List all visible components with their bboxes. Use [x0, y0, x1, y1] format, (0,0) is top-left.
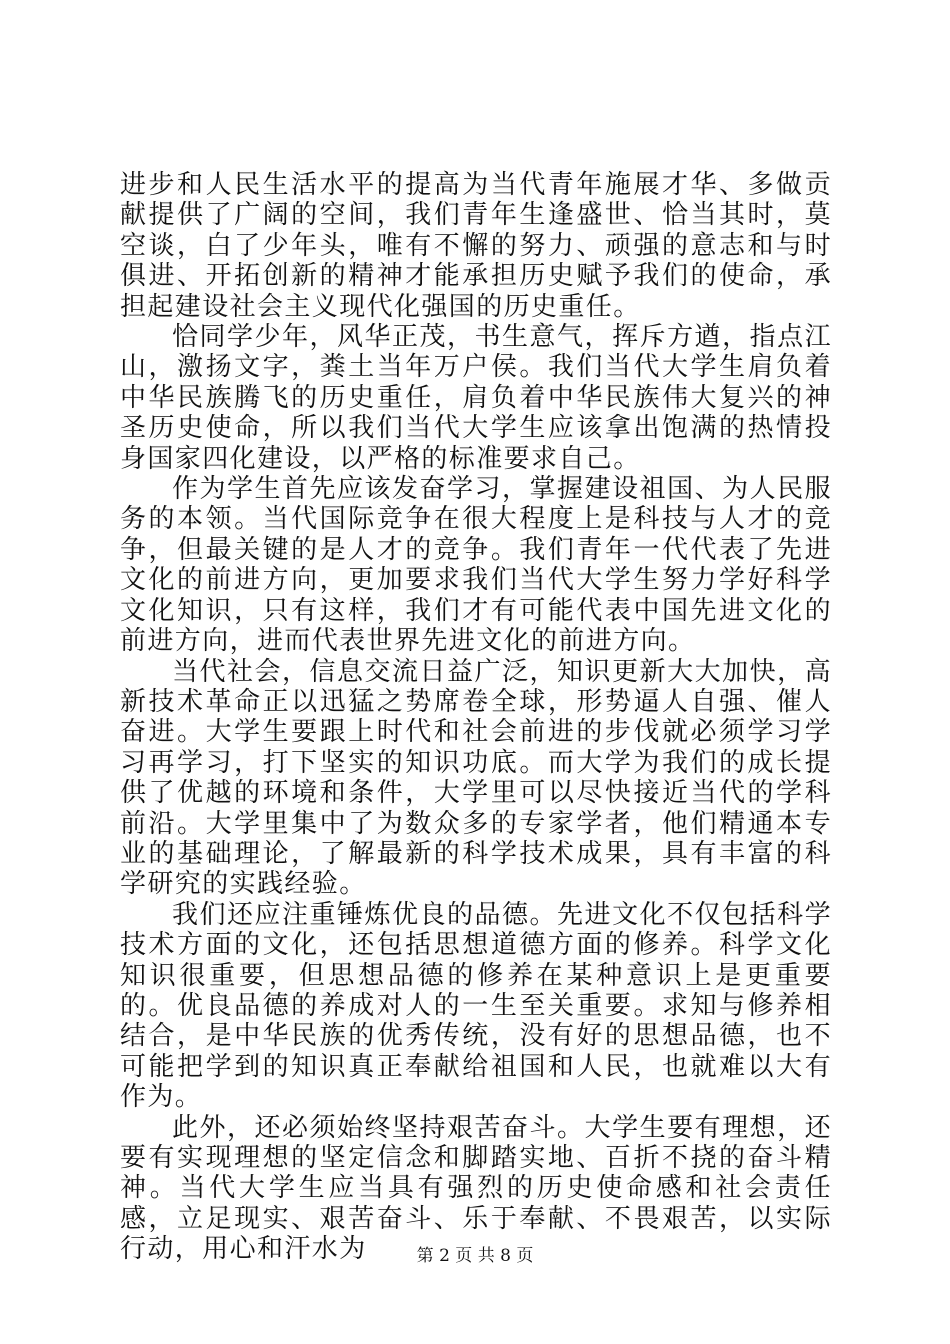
page-footer: 第 2 页 共 8 页	[416, 1246, 534, 1266]
document-body	[120, 170, 832, 1265]
paragraph-4: 当代社会，信息交流日益广泛，知识更新大大加快，高新技术革命正以迅猛之势席卷全球，形势逼人自强、催人奋进。大学生要跟上时代和社会前进的步伐就必须学习学习再学习，打下坚实的知识功底。而大学为我们的成长提供了优越的环境和条件，大学里可以尽快接近当代的学科前沿。大学里集中了为数众多的专家学者，他们精通本专业的基础理论，了解最新的科学技术成果，具有丰富的科学研究的实践经验。	[120, 656, 832, 900]
paragraph-3: 作为学生首先应该发奋学习，掌握建设祖国、为人民服务的本领。当代国际竞争在很大程度上是科技与人才的竞争，但最关键的是人才的竞争。我们青年一代代表了先进文化的前进方向，更加要求我们当代大学生努力学好科学文化知识，只有这样，我们才有可能代表中国先进文化的前进方向，进而代表世界先进文化的前进方向。	[120, 474, 832, 657]
paragraph-2: 恰同学少年，风华正茂，书生意气，挥斥方遒，指点江山，激扬文字，粪土当年万户侯。我们当代大学生肩负着中华民族腾飞的历史重任，肩负着中华民族伟大复兴的神圣历史使命，所以我们当代大学生应该拿出饱满的热情投身国家四化建设，以严格的标准要求自己。	[120, 322, 832, 474]
paragraph-6: 此外，还必须始终坚持艰苦奋斗。大学生要有理想，还要有实现理想的坚定信念和脚踏实地、百折不挠的奋斗精神。当代大学生应当具有强烈的历史使命感和社会责任感，立足现实、艰苦奋斗、乐于奉献、不畏艰苦，以实际行动，用心和汗水为	[120, 1112, 832, 1265]
paragraph-5: 我们还应注重锤炼优良的品德。先进文化不仅包括科学技术方面的文化，还包括思想道德方面的修养。科学文化知识很重要，但思想品德的修养在某种意识上是更重要的。优良品德的养成对人的一生至关重要。求知与修养相结合，是中华民族的优秀传统，没有好的思想品德，也不可能把学到的知识真正奉献给祖国和人民，也就难以大有作为。	[120, 899, 832, 1113]
paragraph-1: 进步和人民生活水平的提高为当代青年施展才华、多做贡献提供了广阔的空间，我们青年生逢盛世、恰当其时，莫空谈，白了少年头，唯有不懈的努力、顽强的意志和与时俱进、开拓创新的精神才能承担历史赋予我们的使命，承担起建设社会主义现代化强国的历史重任。	[120, 170, 832, 322]
